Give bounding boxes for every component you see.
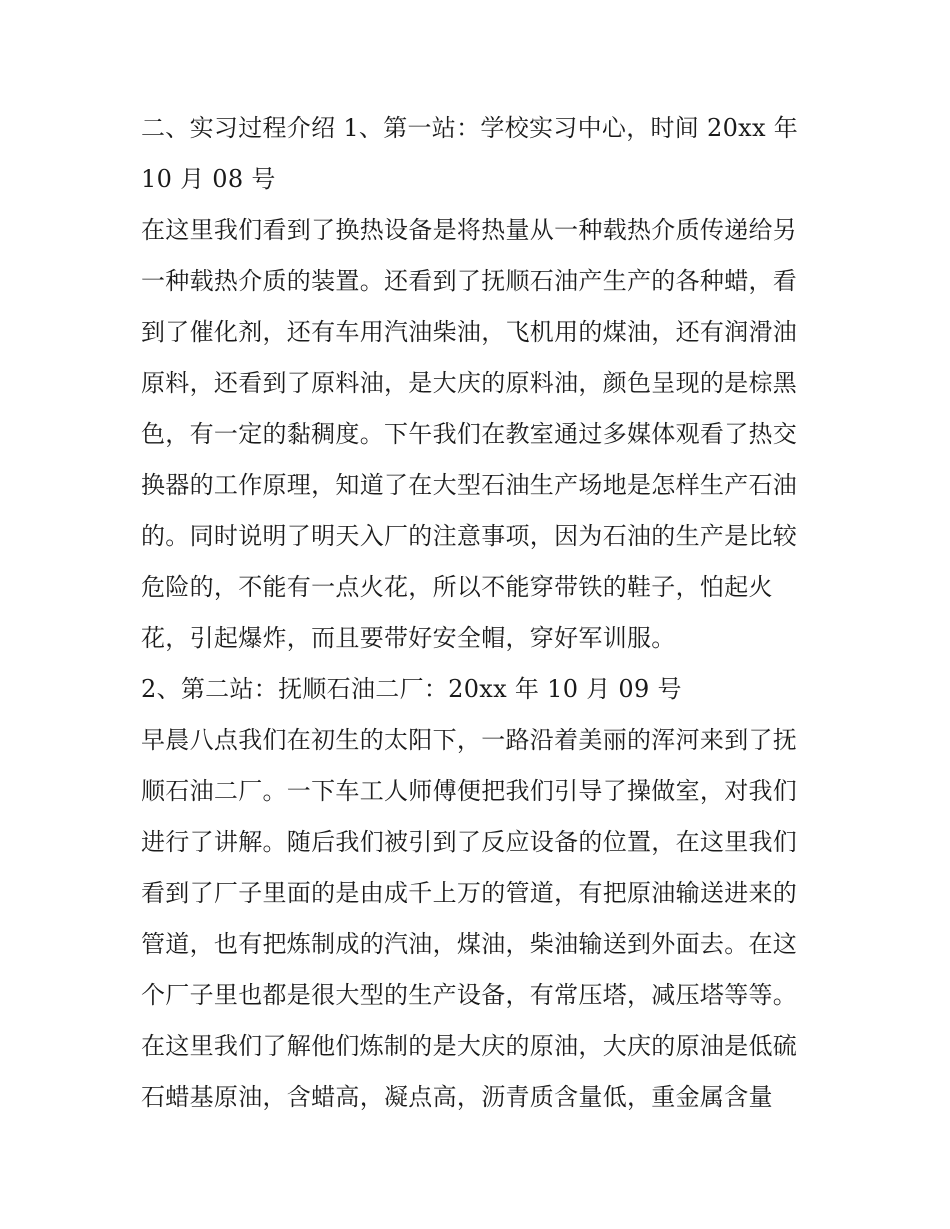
document-body xyxy=(141,103,821,1123)
text-line: 换器的工作原理，知道了在大型石油生产场地是怎样生产石油 xyxy=(141,471,798,499)
text-line: 早晨八点我们在初生的太阳下，一路沿着美丽的浑河来到了抚 xyxy=(141,726,798,754)
text-line: 花，引起爆炸，而且要带好安全帽，穿好军训服。 xyxy=(141,624,676,652)
text-line: 进行了讲解。随后我们被引到了反应设备的位置，在这里我们 xyxy=(141,828,798,856)
text-line: 顺石油二厂。一下车工人师傅便把我们引导了操做室，对我们 xyxy=(141,777,798,805)
text-line: 的。同时说明了明天入厂的注意事项，因为石油的生产是比较 xyxy=(141,522,798,550)
text-line: 原料，还看到了原料油，是大庆的原料油，颜色呈现的是棕黑 xyxy=(141,369,798,397)
text-line: 10 月 08 号 xyxy=(141,165,276,193)
text-line: 色，有一定的黏稠度。下午我们在教室通过多媒体观看了热交 xyxy=(141,420,798,448)
text-line: 在这里我们了解他们炼制的是大庆的原油，大庆的原油是低硫 xyxy=(141,1032,798,1060)
text-line: 看到了厂子里面的是由成千上万的管道，有把原油输送进来的 xyxy=(141,879,798,907)
text-line: 一种载热介质的装置。还看到了抚顺石油产生产的各种蜡，看 xyxy=(141,267,798,295)
text-line: 管道，也有把炼制成的汽油，煤油，柴油输送到外面去。在这 xyxy=(141,930,798,958)
text-line: 在这里我们看到了换热设备是将热量从一种载热介质传递给另 xyxy=(141,216,798,244)
text-line: 个厂子里也都是很大型的生产设备，有常压塔，减压塔等等。 xyxy=(141,981,798,1009)
text-line: 到了催化剂，还有车用汽油柴油，飞机用的煤油，还有润滑油 xyxy=(141,318,798,346)
text-line: 2、第二站：抚顺石油二厂：20xx 年 10 月 09 号 xyxy=(141,675,682,703)
text-line: 二、实习过程介绍 1、第一站：学校实习中心，时间 20xx 年 xyxy=(141,114,799,142)
text-line: 危险的，不能有一点火花，所以不能穿带铁的鞋子，怕起火 xyxy=(141,573,773,601)
text-line: 石蜡基原油，含蜡高，凝点高，沥青质含量低，重金属含量 xyxy=(141,1083,773,1111)
